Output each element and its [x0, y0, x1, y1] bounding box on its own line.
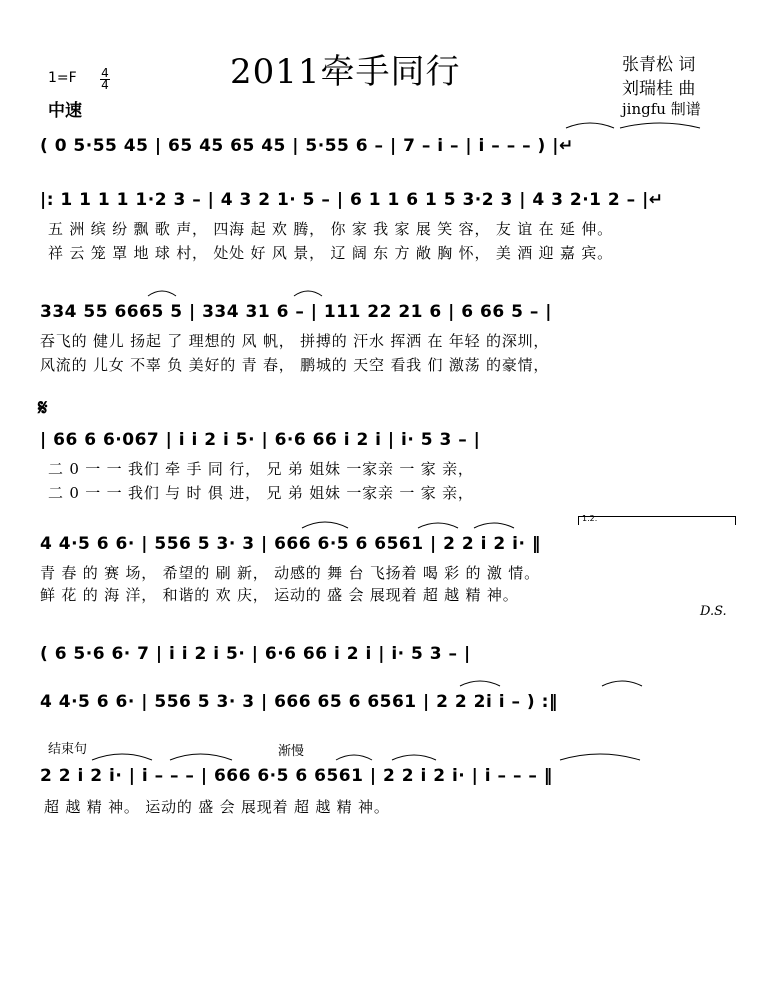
lyric-line-verse1: 超 越 精 神。 运动的 盛 会 展现着 超 越 精 神。 — [44, 798, 390, 816]
lyric-line-verse1: 青 春 的 赛 场， 希望的 刷 新， 动感的 舞 台 飞扬着 喝 彩 的 激 情。 — [40, 564, 540, 582]
notation-line: 4 4·5 6 6· | 556 5 3· 3 | 666 6·5 6 6561 | 2 2 i 2 i· ‖ — [40, 534, 541, 554]
notation-line: |: 1 1 1 1 1·2 3 – | 4 3 2 1· 5 – | 6 1 1 6 1 5 3·2 3 | 4 3 2·1 2 – |↵ — [40, 190, 664, 210]
score-title: 2011牵手同行 — [230, 52, 461, 92]
notation-line: 334 55 6665 5 | 334 31 6 – | 111 22 21 6 | 6 66 5 – | — [40, 302, 552, 322]
slur — [418, 523, 458, 528]
notation-line: ( 0 5·55 45 | 65 45 65 45 | 5·55 6 – | 7 – i – | i – – – ) |↵ — [40, 136, 574, 156]
slur — [620, 123, 700, 128]
notation-line: 2 2 i 2 i· | i – – – | 666 6·5 6 6561 | 2 2 i 2 i· | i – – – ‖ — [40, 766, 553, 786]
ending-phrase-label: 结束句 — [48, 742, 88, 757]
ritardando-label: 渐慢 — [278, 744, 305, 759]
notation-line: 4 4·5 6 6· | 556 5 3· 3 | 666 65 6 6561 | 2 2 2i i – ) :‖ — [40, 692, 558, 712]
slur — [302, 522, 348, 528]
notation-line: | 66 6 6·067 | i i 2 i 5· | 6·6 66 i 2 i | i· 5 3 – | — [40, 430, 481, 450]
lyric-line-verse1: 五 洲 缤 纷 飘 歌 声， 四海 起 欢 腾， 你 家 我 家 展 笑 容， 友 谊 在 延 伸。 — [48, 220, 613, 238]
slur — [460, 681, 500, 686]
composer-credit: 刘瑞桂 曲 — [622, 79, 696, 99]
slur — [148, 291, 176, 296]
dal-segno-marking: D.S. — [700, 604, 727, 619]
lyric-line-verse1: 吞飞的 健儿 扬起 了 理想的 风 帆， 拼搏的 汗水 挥洒 在 年轻 的深圳， — [40, 332, 550, 350]
slur — [170, 754, 232, 760]
slur — [392, 755, 436, 760]
tempo-marking: 中速 — [48, 101, 82, 121]
key-signature: 1=F — [48, 70, 77, 86]
lyric-line-verse2: 风流的 儿女 不辜 负 美好的 青 春， 鹏城的 天空 看我 们 激荡 的豪情， — [40, 356, 550, 374]
slur — [602, 681, 642, 686]
slur — [294, 291, 322, 296]
slur — [566, 123, 614, 128]
lyric-line-verse2: 二 0 一 一 我们 与 时 俱 进， 兄 弟 姐妹 一家亲 一 家 亲， — [48, 484, 474, 502]
meter-bottom: 4 — [101, 78, 109, 92]
slur — [92, 754, 152, 760]
meter-top: 4 — [101, 66, 109, 80]
notation-line: ( 6 5·6 6· 7 | i i 2 i 5· | 6·6 66 i 2 i | i· 5 3 – | — [40, 644, 471, 664]
slur — [474, 523, 514, 528]
slur — [336, 755, 372, 760]
lyric-line-verse2: 祥 云 笼 罩 地 球 村， 处处 好 风 景， 辽 阔 东 方 敞 胸 怀， 美 酒 迎 嘉 宾。 — [48, 244, 613, 262]
arranger-credit: jingfu 制谱 — [622, 100, 701, 118]
volta-label: 1.2. — [582, 514, 598, 523]
slur — [560, 754, 640, 760]
lyricist-credit: 张青松 词 — [622, 55, 696, 75]
lyric-line-verse2: 鲜 花 的 海 洋， 和谐的 欢 庆， 运动的 盛 会 展现着 超 越 精 神。 — [40, 586, 519, 604]
lyric-line-verse1: 二 0 一 一 我们 牵 手 同 行， 兄 弟 姐妹 一家亲 一 家 亲， — [48, 460, 474, 478]
segno-sign: 𝄋 — [38, 396, 48, 421]
